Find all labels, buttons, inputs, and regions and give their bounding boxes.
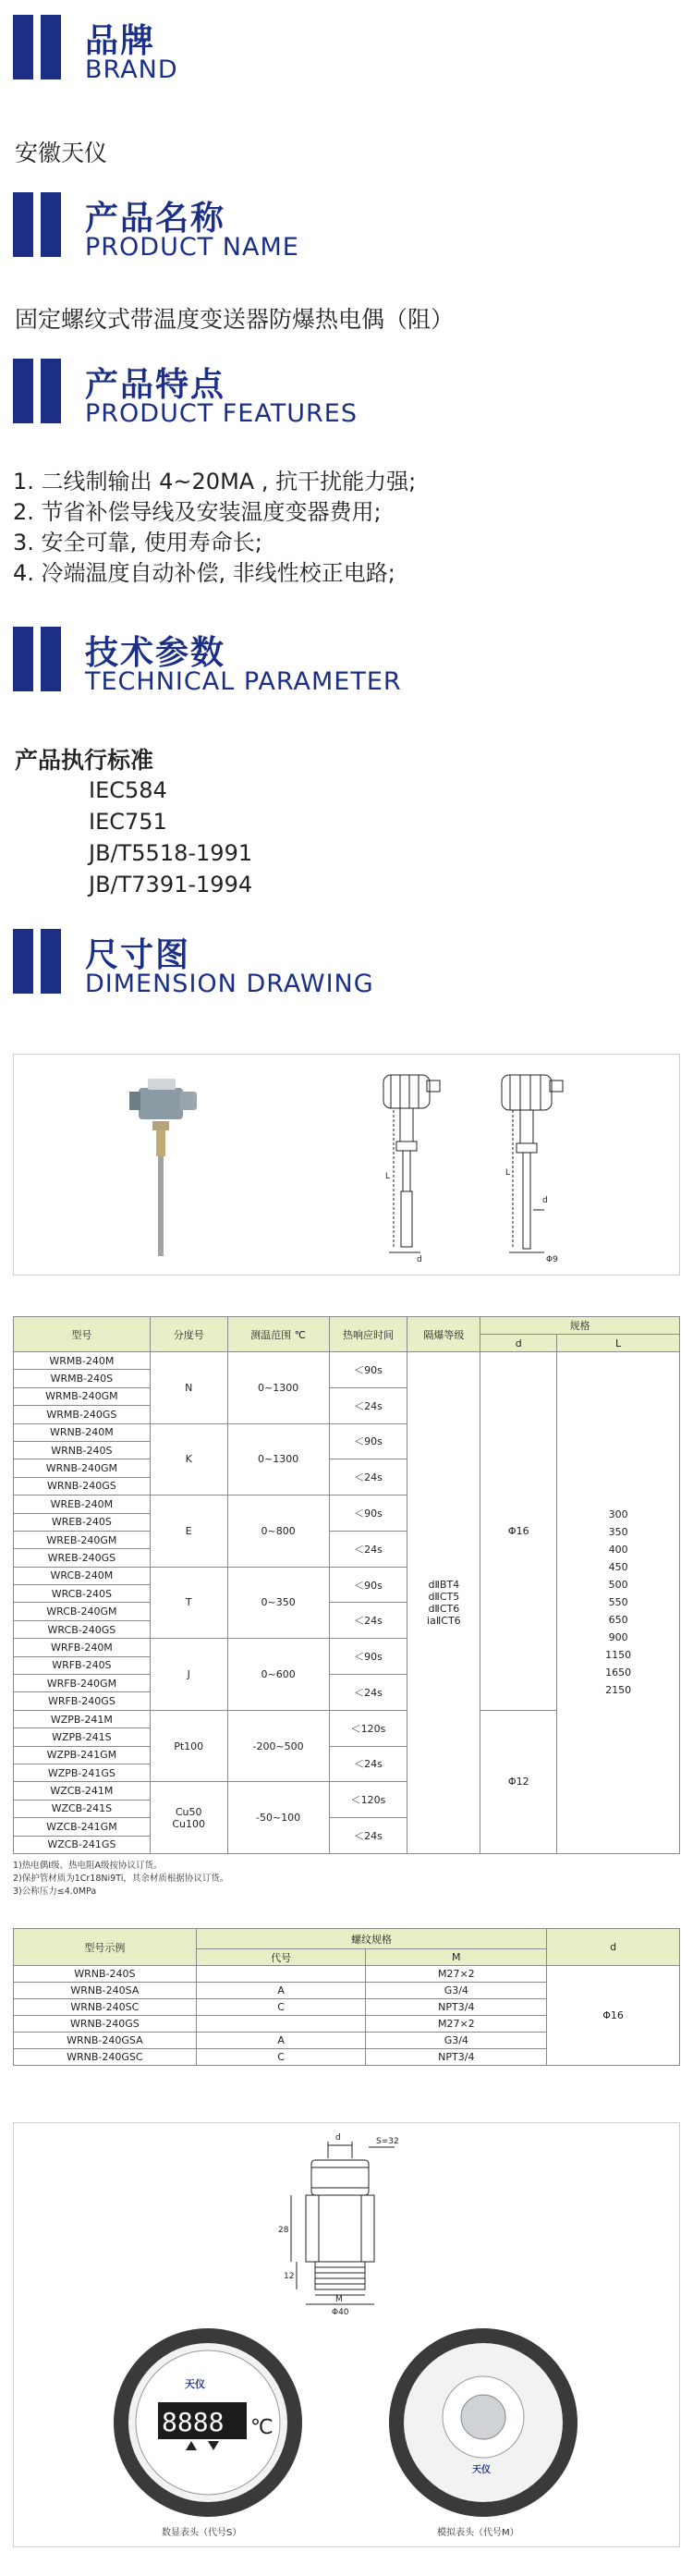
cell-d: Φ16: [547, 1966, 680, 2066]
cell-model: WRNB-240S: [14, 1441, 151, 1459]
cell-m: G3/4: [366, 1983, 547, 1999]
cell-code: A: [196, 1983, 366, 1999]
cell-response: ＜90s: [329, 1496, 407, 1532]
drawing-label-s: S=32: [376, 2137, 399, 2146]
cell-m: NPT3/4: [366, 1999, 547, 2016]
cell-range: -50~100: [227, 1782, 329, 1854]
section-title-cn: 技术参数: [85, 634, 226, 672]
cell-code: [196, 1966, 366, 1983]
product-name-value: 固定螺纹式带温度变送器防爆热电偶（阻）: [15, 306, 455, 333]
section-bars-icon: [13, 929, 68, 994]
cell-range: 0~1300: [227, 1352, 329, 1424]
cell-model: WZPB-241GS: [14, 1764, 151, 1781]
cell-graduation: N: [150, 1352, 227, 1424]
cell-model: WRNB-240S: [14, 1966, 197, 1983]
cell-model: WRFB-240M: [14, 1639, 151, 1656]
product-photo-icon: [129, 1079, 197, 1256]
section-bars-icon: [13, 359, 68, 423]
cell-graduation: J: [150, 1639, 227, 1711]
length-value: 1150: [605, 1649, 632, 1662]
cell-response: ＜24s: [329, 1603, 407, 1639]
feature-item: 4. 冷端温度自动补偿, 非线性校正电路;: [13, 560, 395, 586]
cell-response: ＜24s: [329, 1459, 407, 1496]
cell-code: C: [196, 2049, 366, 2066]
cell-response: ＜24s: [329, 1746, 407, 1782]
cell-response: ＜24s: [329, 1675, 407, 1711]
header-explosion: 隔爆等级: [407, 1317, 480, 1352]
section-title-cn: 产品名称: [85, 200, 226, 238]
cell-model: WREB-240S: [14, 1513, 151, 1531]
header-example: 型号示例: [14, 1929, 197, 1966]
cell-graduation: Pt100: [150, 1710, 227, 1782]
note-item: 1)热电偶Ⅰ级、热电阻A级按协议订货。: [13, 1861, 163, 1871]
feature-item: 3. 安全可靠, 使用寿命长;: [13, 530, 262, 555]
section-bars-icon: [13, 15, 68, 79]
drawing-label-12: 12: [284, 2272, 295, 2281]
section-title-en: BRAND: [85, 55, 178, 84]
header-graduation: 分度号: [150, 1317, 227, 1352]
cell-range: 0~1300: [227, 1423, 329, 1496]
cell-code: C: [196, 1999, 366, 2016]
dimension-drawing-panel: [13, 1054, 680, 1276]
cell-d: Φ12: [480, 1710, 557, 1853]
section-title-en: DIMENSION DRAWING: [85, 970, 374, 998]
cell-model: WRCB-240GM: [14, 1603, 151, 1620]
standards-list: [89, 775, 252, 900]
head-side-view-icon: [291, 2142, 395, 2304]
length-value: 500: [608, 1579, 628, 1592]
explosion-level: dⅡCT6: [428, 1602, 460, 1615]
feature-item: 1. 二线制输出 4~20MA , 抗干扰能力强;: [13, 469, 417, 494]
standard-item: JB/T5518-1991: [89, 840, 253, 866]
cell-response: ＜90s: [329, 1567, 407, 1603]
table-row: [14, 1966, 680, 1983]
cell-code: A: [196, 2033, 366, 2049]
section-product-name: [13, 190, 678, 262]
thread-table: [13, 1928, 680, 2066]
header-d: d: [547, 1929, 680, 1966]
explosion-level: dⅡBT4: [428, 1578, 460, 1591]
length-value: 450: [608, 1561, 628, 1574]
note-item: 2)保护管材质为1Cr18Ni9Ti，其余材质根据协议订货。: [13, 1874, 229, 1884]
cell-explosion: [407, 1352, 480, 1854]
display-unit: ℃: [250, 2416, 274, 2439]
standard-item: IEC584: [89, 777, 167, 803]
cell-model: WREB-240M: [14, 1496, 151, 1513]
cell-model: WRNB-240GS: [14, 1477, 151, 1495]
cell-model: WRCB-240S: [14, 1585, 151, 1603]
cell-model: WRNB-240GS: [14, 2016, 197, 2033]
cell-model: WZPB-241M: [14, 1710, 151, 1728]
cell-response: ＜90s: [329, 1352, 407, 1388]
logo-text: 天仪: [472, 2465, 491, 2475]
section-title-en: PRODUCT FEATURES: [85, 399, 358, 428]
cell-l: [557, 1352, 680, 1854]
cell-model: WZCB-241M: [14, 1782, 151, 1800]
section-title-cn: 尺寸图: [85, 936, 191, 974]
cell-model: WRNB-240M: [14, 1423, 151, 1441]
caption-analog: 模拟表头（代号M）: [437, 2528, 519, 2538]
section-bars-icon: [13, 192, 68, 257]
length-value: 2150: [605, 1684, 632, 1697]
cell-response: ＜90s: [329, 1639, 407, 1675]
cell-model: WRNB-240SA: [14, 1983, 197, 1999]
cell-model: WRFB-240GS: [14, 1692, 151, 1710]
table-notes: [13, 1860, 228, 1898]
cell-model: WRNB-240GSC: [14, 2049, 197, 2066]
section-title-en: PRODUCT NAME: [85, 233, 299, 262]
explosion-level: dⅡCT5: [428, 1590, 460, 1603]
cell-m: NPT3/4: [366, 2049, 547, 2066]
cell-range: 0~600: [227, 1639, 329, 1711]
analog-head-icon: [389, 2328, 578, 2517]
section-title-cn: 产品特点: [85, 366, 226, 404]
drawing-label-m: M: [335, 2295, 343, 2304]
header-range: 测温范围 ℃: [227, 1317, 329, 1352]
cell-model: WRMB-240M: [14, 1352, 151, 1370]
drawing-label-d: d: [417, 1255, 422, 1264]
section-technical: [13, 625, 678, 696]
length-value: 900: [608, 1631, 628, 1644]
cell-model: WRFB-240S: [14, 1656, 151, 1674]
cell-model: WRNB-240GSA: [14, 2033, 197, 2049]
display-digits: 8888: [162, 2407, 225, 2437]
section-dimension: [13, 927, 678, 998]
length-value: 300: [608, 1508, 628, 1521]
cell-model: WREB-240GM: [14, 1531, 151, 1548]
cell-m: M27×2: [366, 1966, 547, 1983]
drawing-label-phi40: Φ40: [332, 2308, 349, 2317]
cell-response: ＜24s: [329, 1387, 407, 1423]
cell-d: Φ16: [480, 1352, 557, 1711]
cell-response: ＜24s: [329, 1531, 407, 1567]
drawing-label-l: L: [385, 1172, 391, 1181]
cell-model: WZPB-241S: [14, 1728, 151, 1746]
cell-model: WRNB-240GM: [14, 1459, 151, 1477]
header-l: L: [557, 1335, 680, 1352]
logo-text: 天仪: [185, 2378, 205, 2390]
section-bars-icon: [13, 627, 68, 691]
cell-model: WREB-240GS: [14, 1549, 151, 1567]
drawing-label-phi9: Φ9: [546, 1255, 558, 1264]
cell-graduation: K: [150, 1423, 227, 1496]
drawing-label-d: d: [335, 2133, 341, 2143]
header-d: d: [480, 1335, 557, 1352]
thermocouple-drawing: [14, 1055, 679, 1275]
cell-graduation: E: [150, 1496, 227, 1568]
section-title-cn: 品牌: [85, 22, 156, 60]
length-value: 650: [608, 1614, 628, 1627]
cell-model: WRFB-240GM: [14, 1675, 151, 1692]
cell-range: 0~800: [227, 1496, 329, 1568]
head-drawing: [14, 2123, 679, 2546]
cell-model: WRCB-240GS: [14, 1620, 151, 1638]
standard-item: JB/T7391-1994: [89, 872, 253, 897]
header-m: M: [366, 1949, 547, 1966]
cell-response: ＜120s: [329, 1710, 407, 1746]
standards-title: 产品执行标准: [15, 747, 154, 774]
section-brand: [13, 13, 678, 84]
cell-model: WRCB-240M: [14, 1567, 151, 1584]
drawing-label-l: L: [505, 1168, 511, 1178]
cell-m: G3/4: [366, 2033, 547, 2049]
brand-value: 安徽天仪: [15, 140, 108, 166]
standard-item: IEC751: [89, 809, 167, 835]
cell-model: WRMB-240GS: [14, 1406, 151, 1423]
section-features: [13, 357, 678, 428]
spec-table: [13, 1316, 680, 1854]
section-title-en: TECHNICAL PARAMETER: [85, 667, 402, 696]
cell-range: 0~350: [227, 1567, 329, 1639]
header-code: 代号: [196, 1949, 366, 1966]
cell-response: ＜90s: [329, 1423, 407, 1459]
cell-model: WZCB-241GS: [14, 1836, 151, 1853]
header-spec: 规格: [480, 1317, 680, 1335]
cell-graduation: T: [150, 1567, 227, 1639]
outline-drawing-a-icon: [383, 1075, 440, 1252]
length-value: 1650: [605, 1666, 632, 1679]
cell-graduation: Cu50 Cu100: [150, 1782, 227, 1854]
cell-model: WZCB-241S: [14, 1800, 151, 1817]
caption-digital: 数显表头（代号S）: [162, 2528, 242, 2538]
drawing-label-28: 28: [278, 2226, 289, 2235]
cell-model: WRMB-240S: [14, 1370, 151, 1387]
header-response: 热响应时间: [329, 1317, 407, 1352]
drawing-label-d: d: [542, 1196, 548, 1205]
explosion-level: iaⅡCT6: [427, 1614, 461, 1627]
length-value: 550: [608, 1596, 628, 1609]
head-drawing-panel: [13, 2122, 680, 2547]
feature-item: 2. 节省补偿导线及安装温度变器费用;: [13, 499, 382, 525]
cell-model: WRNB-240SC: [14, 1999, 197, 2016]
cell-code: [196, 2016, 366, 2033]
cell-response: ＜24s: [329, 1818, 407, 1854]
header-thread: 螺纹规格: [196, 1929, 546, 1949]
table-row: [14, 1352, 680, 1370]
cell-model: WZPB-241GM: [14, 1746, 151, 1764]
cell-m: M27×2: [366, 2016, 547, 2033]
note-item: 3)公称压力≤4.0MPa: [13, 1886, 97, 1897]
cell-range: -200~500: [227, 1710, 329, 1782]
cell-model: WRMB-240GM: [14, 1387, 151, 1405]
feature-list: [13, 467, 416, 589]
length-value: 400: [608, 1544, 628, 1557]
header-model: 型号: [14, 1317, 151, 1352]
outline-drawing-b-icon: [502, 1075, 563, 1252]
length-value: 350: [608, 1526, 628, 1539]
cell-model: WZCB-241GM: [14, 1818, 151, 1836]
cell-response: ＜120s: [329, 1782, 407, 1818]
